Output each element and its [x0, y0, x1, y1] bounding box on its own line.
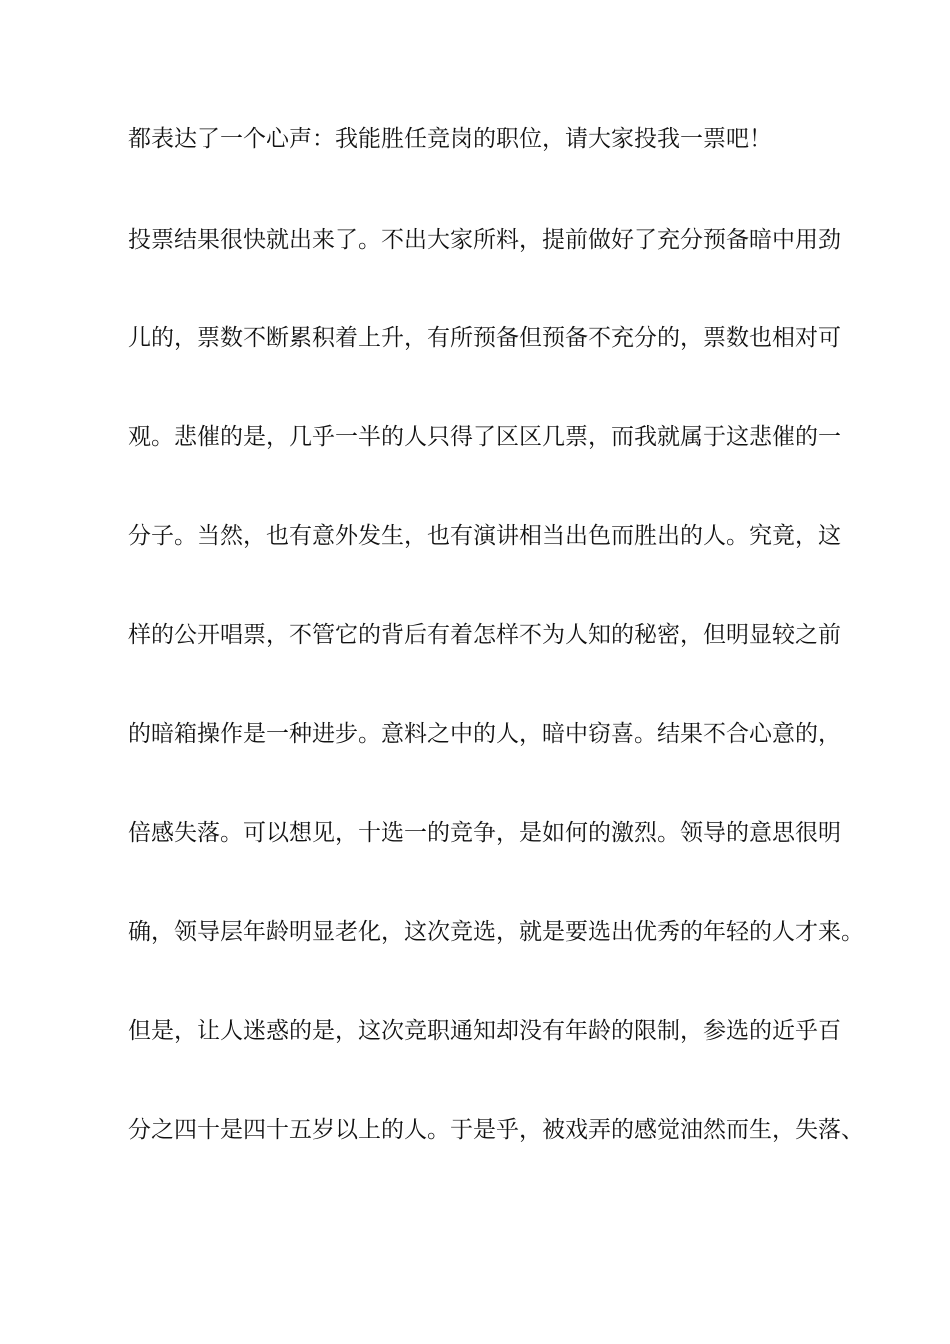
text-line: 投票结果很快就出来了。不出大家所料，提前做好了充分预备暗中用劲 — [128, 227, 841, 253]
text-line: 但是，让人迷惑的是，这次竞职通知却没有年龄的限制，参选的近乎百 — [128, 1018, 841, 1044]
text-line: 样的公开唱票，不管它的背后有着怎样不为人知的秘密，但明显较之前 — [128, 622, 841, 648]
text-line: 确，领导层年龄明显老化，这次竞选，就是要选出优秀的年轻的人才来。 — [128, 919, 864, 945]
text-line: 分之四十是四十五岁以上的人。于是乎，被戏弄的感觉油然而生，失落、 — [128, 1117, 864, 1143]
text-line: 观。悲催的是，几乎一半的人只得了区区几票，而我就属于这悲催的一 — [128, 424, 841, 450]
text-line: 倍感失落。可以想见，十选一的竞争，是如何的激烈。领导的意思很明 — [128, 820, 841, 846]
text-line: 都表达了一个心声：我能胜任竞岗的职位，请大家投我一票吧！ — [128, 126, 772, 152]
text-line: 的暗箱操作是一种进步。意料之中的人，暗中窃喜。结果不合心意的， — [128, 721, 841, 747]
text-line: 分子。当然，也有意外发生，也有演讲相当出色而胜出的人。究竟，这 — [128, 523, 841, 549]
text-line: 儿的，票数不断累积着上升，有所预备但预备不充分的，票数也相对可 — [128, 325, 841, 351]
